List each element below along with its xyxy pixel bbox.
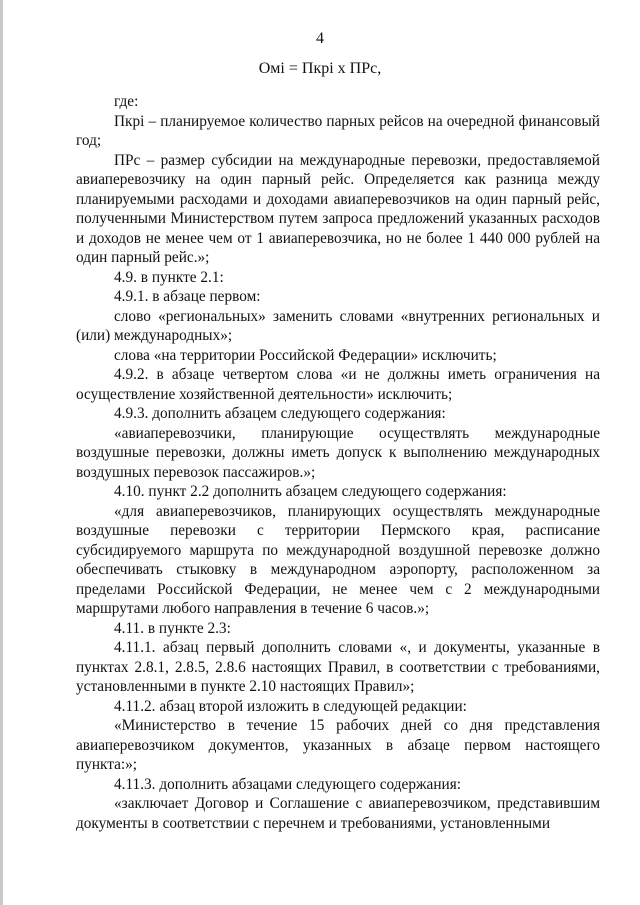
paragraph-4-11-3: 4.11.3. дополнить абзацами следующего содержания:	[114, 775, 461, 793]
paragraph-prs-definition: ПРс – размер субсидии на международные перевозки, предоставляемой авиаперевозчику на один парный рейс. Определяется как разница между планируемыми расходами и доходами авиаперевозчиков на один парный рейс, полученными Министерством путем запроса предложений указанных расходов и доходов не менее чем от 1 авиаперевозчика, но не более 1 440 000 рублей на один парный рейс.»;	[76, 151, 600, 266]
paragraph-4-11-2: 4.11.2. абзац второй изложить в следующей редакции:	[114, 697, 467, 715]
formula: Омi = Пкрi x ПРс,	[258, 60, 382, 77]
paragraph-pkri-definition: Пкрi – планируемое количество парных рейсов на очередной финансовый год;	[76, 112, 600, 149]
paragraph-4-9-2: 4.9.2. в абзаце четвертом слова «и не должны иметь ограничения на осуществление хозяйственной деятельности» исключить;	[76, 366, 600, 403]
paragraph-connection-requirement: «для авиаперевозчиков, планирующих осуществлять международные воздушные перевозки с территории Пермского края, расписание субсидируемого маршрута по международной воздушной перевозке должно обеспечивать стыковку в международном аэропорту, расположенном за пределами Российской Федерации, не менее чем с 2 международными маршрутами любого направления в течение 6 часов.»;	[76, 502, 600, 617]
scan-edge	[0, 0, 3, 905]
paragraph-ministry-15-days: «Министерство в течение 15 рабочих дней со дня представления авиаперевозчиком документов, указанных в абзаце первом настоящего пункта:»;	[76, 717, 600, 773]
page-number: 4	[316, 30, 324, 47]
paragraph-carriers-admission: «авиаперевозчики, планирующие осуществлять международные воздушные перевозки, должны иметь допуск к выполнению международных воздушных перевозок пассажиров.»;	[76, 424, 600, 481]
document-body	[76, 92, 600, 833]
paragraph-4-11-1: 4.11.1. абзац первый дополнить словами «, и документы, указанные в пунктах 2.8.1, 2.8.5, 2.8.6 настоящих Правил, в соответствии с требованиями, установленными в пункте 2.10 настоящих Правил»;	[76, 639, 600, 695]
paragraph-4-11: 4.11. в пункте 2.3:	[114, 619, 231, 637]
paragraph-exclude-words: слова «на территории Российской Федерации» исключить;	[114, 346, 497, 364]
paragraph-4-10: 4.10. пункт 2.2 дополнить абзацем следующего содержания:	[114, 483, 507, 500]
paragraph-4-9-3: 4.9.3. дополнить абзацем следующего содержания:	[114, 405, 446, 422]
paragraph-concludes-agreement: «заключает Договор и Соглашение с авиаперевозчиком, представившим документы в соответствии с перечнем и требованиями, установленными	[76, 795, 600, 832]
paragraph-replace-regional: слово «региональных» заменить словами «внутренних региональных и (или) международных»;	[76, 307, 600, 344]
paragraph-4-9-1: 4.9.1. в абзаце первом:	[114, 288, 261, 305]
paragraph-where: где:	[114, 93, 139, 110]
paragraph-4-9: 4.9. в пункте 2.1:	[114, 268, 224, 286]
